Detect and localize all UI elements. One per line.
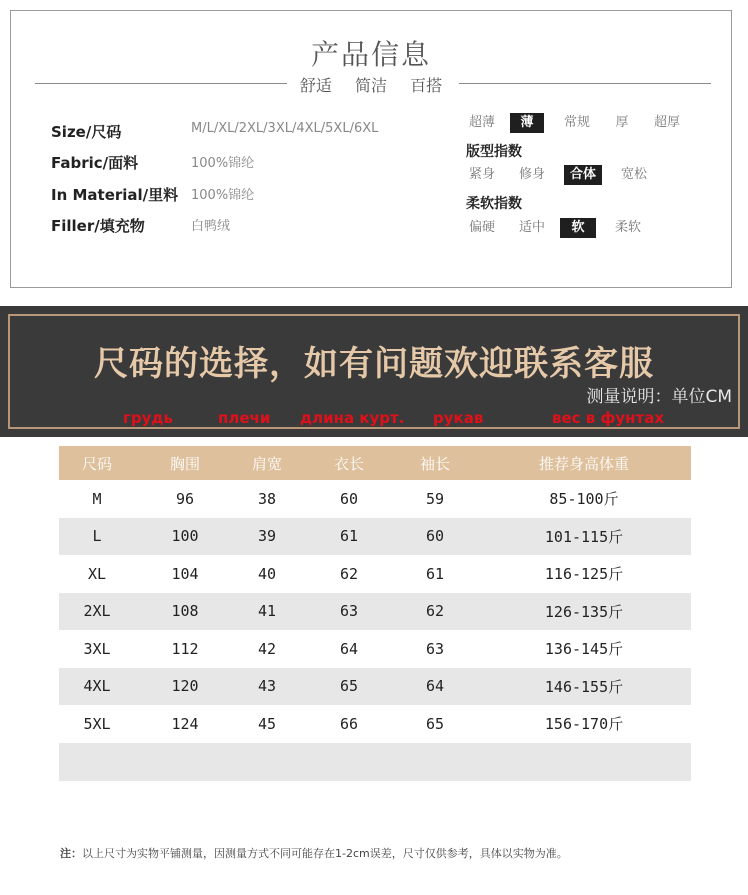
russian-column-labels bbox=[0, 409, 748, 431]
cell-chest: 108 bbox=[171, 602, 199, 620]
softness-option: 适中 bbox=[518, 220, 545, 235]
cell-shoulder: 41 bbox=[257, 602, 277, 620]
table-row bbox=[59, 705, 691, 742]
ru-label-length: длина курт. bbox=[300, 409, 405, 427]
cell-sleeve bbox=[395, 743, 475, 781]
table-row bbox=[59, 555, 691, 592]
softness-option: 柔软 bbox=[614, 220, 641, 235]
cell-recommended: 126-135斤 bbox=[544, 602, 624, 621]
table-row bbox=[59, 668, 691, 705]
table-row bbox=[59, 743, 691, 781]
fit-option: 宽松 bbox=[620, 167, 647, 182]
product-tagline bbox=[11, 73, 731, 96]
cell-shoulder: 38 bbox=[257, 489, 277, 508]
spec-value: 100%锦纶 bbox=[191, 188, 255, 203]
measurement-note bbox=[60, 845, 568, 861]
table-row bbox=[59, 630, 691, 667]
cell-chest: 104 bbox=[171, 564, 199, 583]
ru-label-weight: вес в фунтах bbox=[552, 409, 665, 427]
thickness-option: 常规 bbox=[563, 115, 590, 130]
cell-length: 60 bbox=[339, 489, 359, 508]
cell-sleeve: 61 bbox=[425, 564, 445, 583]
thickness-option: 超薄 bbox=[468, 115, 495, 130]
banner-title: 尺码的选择，如有问题欢迎联系客服 bbox=[94, 344, 654, 384]
header-chest: 胸围 bbox=[169, 454, 200, 473]
thickness-option-selected: 薄 bbox=[510, 113, 544, 133]
header-shoulder: 肩宽 bbox=[251, 454, 282, 473]
cell-shoulder: 43 bbox=[257, 677, 277, 695]
cell-size bbox=[59, 743, 135, 781]
cell-size: XL bbox=[87, 564, 107, 583]
header-size: 尺码 bbox=[81, 454, 112, 473]
tagline-item: 简洁 bbox=[354, 76, 387, 95]
fit-index-heading: 版型指数 bbox=[466, 144, 522, 160]
fit-option: 紧身 bbox=[468, 167, 495, 182]
cell-size: L bbox=[92, 527, 102, 545]
spec-label: In Material/里料 bbox=[51, 186, 179, 204]
header-sleeve: 袖长 bbox=[419, 454, 450, 473]
ru-label-sleeve: рукав bbox=[433, 409, 484, 427]
cell-recommended: 136-145斤 bbox=[544, 640, 624, 658]
cell-shoulder: 40 bbox=[257, 564, 277, 583]
cell-length: 63 bbox=[339, 602, 359, 620]
cell-shoulder: 39 bbox=[257, 527, 277, 545]
cell-length: 66 bbox=[339, 714, 359, 733]
cell-shoulder: 45 bbox=[257, 714, 277, 733]
spec-label: Size/尺码 bbox=[51, 123, 122, 141]
spec-label: Filler/填充物 bbox=[51, 217, 145, 235]
header-recommended: 推荐身高体重 bbox=[538, 454, 629, 473]
cell-size: 2XL bbox=[83, 602, 111, 620]
fit-option: 修身 bbox=[518, 167, 545, 182]
cell-recommended: 156-170斤 bbox=[544, 715, 624, 733]
table-row bbox=[59, 518, 691, 555]
table-row bbox=[59, 593, 691, 630]
cell-chest bbox=[145, 743, 225, 781]
cell-size: M bbox=[92, 489, 102, 508]
cell-sleeve: 63 bbox=[425, 639, 445, 658]
cell-length bbox=[309, 743, 389, 781]
cell-recommended: 146-155斤 bbox=[544, 677, 624, 696]
cell-length: 65 bbox=[339, 677, 359, 695]
cell-recommended: 116-125斤 bbox=[544, 565, 624, 583]
cell-length: 64 bbox=[339, 639, 359, 658]
cell-chest: 124 bbox=[171, 714, 199, 733]
note-text: 以上尺寸为实物平铺测量，因测量方式不同可能存在1-2cm误差，尺寸仅供参考，具体以实物为准。 bbox=[82, 847, 568, 860]
softness-index-heading: 柔软指数 bbox=[466, 196, 522, 212]
softness-option: 偏硬 bbox=[468, 220, 495, 235]
spec-value: 100%锦纶 bbox=[191, 156, 255, 171]
softness-option-selected: 软 bbox=[560, 218, 596, 238]
product-info-title: 产品信息 bbox=[310, 38, 431, 71]
cell-recommended: 101-115斤 bbox=[544, 527, 624, 546]
cell-chest: 112 bbox=[171, 639, 199, 658]
tagline-item: 舒适 bbox=[299, 76, 332, 95]
cell-shoulder bbox=[227, 743, 307, 781]
cell-chest: 100 bbox=[171, 527, 199, 545]
table-header bbox=[59, 446, 691, 480]
header-length: 衣长 bbox=[333, 454, 364, 473]
cell-length: 61 bbox=[339, 527, 359, 545]
cell-sleeve: 65 bbox=[425, 714, 445, 733]
thickness-option: 厚 bbox=[615, 115, 629, 130]
fit-option-selected: 合体 bbox=[564, 165, 602, 185]
cell-shoulder: 42 bbox=[257, 639, 277, 658]
note-prefix: 注： bbox=[60, 847, 82, 860]
cell-size: 5XL bbox=[83, 714, 111, 733]
cell-sleeve: 60 bbox=[425, 527, 445, 545]
cell-chest: 120 bbox=[171, 677, 199, 695]
cell-sleeve: 59 bbox=[425, 489, 445, 508]
spec-value: M/L/XL/2XL/3XL/4XL/5XL/6XL bbox=[191, 121, 379, 136]
measurement-unit-note: 测量说明：单位CM bbox=[586, 387, 732, 407]
thickness-option: 超厚 bbox=[653, 115, 680, 130]
cell-size: 4XL bbox=[83, 677, 111, 695]
cell-recommended: 85-100斤 bbox=[549, 490, 619, 508]
cell-length: 62 bbox=[339, 564, 359, 583]
ru-label-shoulders: плечи bbox=[218, 409, 271, 427]
ru-label-chest: грудь bbox=[123, 409, 173, 427]
spec-label: Fabric/面料 bbox=[51, 154, 139, 172]
cell-recommended bbox=[499, 743, 669, 781]
cell-size: 3XL bbox=[83, 639, 111, 658]
cell-sleeve: 62 bbox=[425, 602, 445, 620]
product-info-panel bbox=[10, 10, 732, 288]
table-row bbox=[59, 480, 691, 517]
cell-sleeve: 64 bbox=[425, 677, 445, 695]
cell-chest: 96 bbox=[175, 489, 195, 508]
tagline-item: 百搭 bbox=[410, 76, 443, 95]
spec-value: 白鸭绒 bbox=[191, 219, 231, 234]
